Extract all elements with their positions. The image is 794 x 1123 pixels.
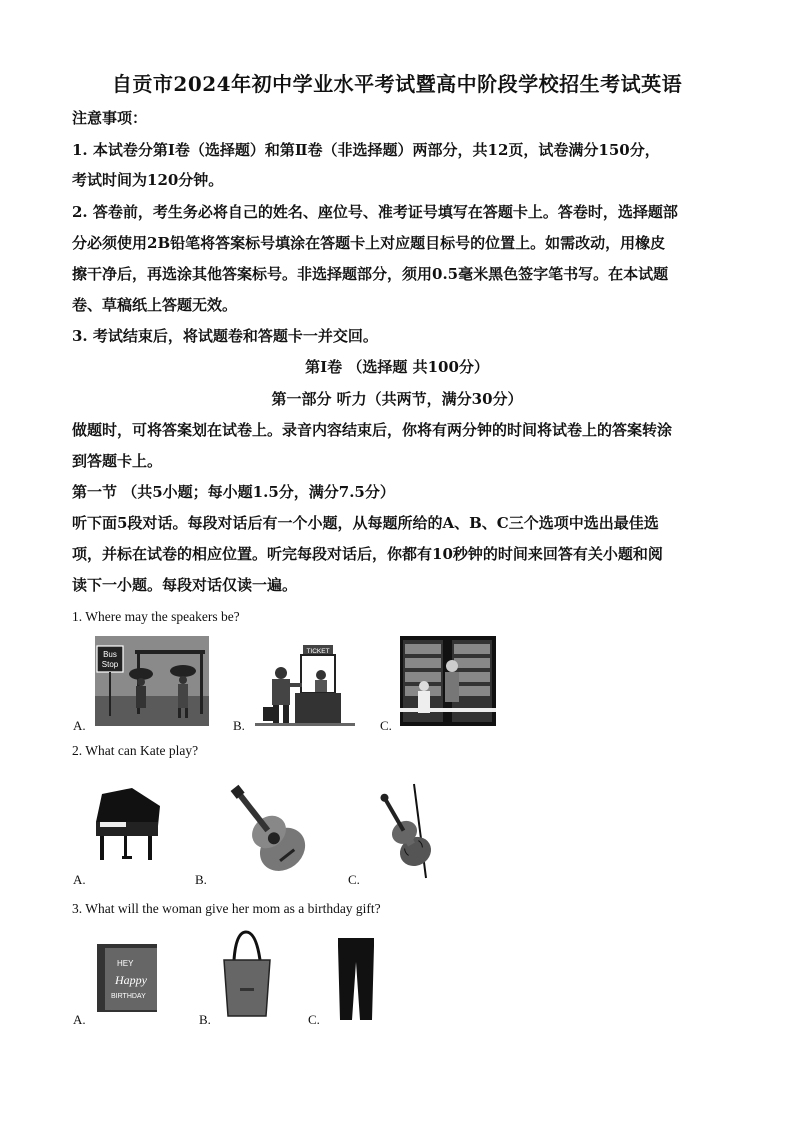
note-line: 3. 考试结束后，将试题卷和答题卡一并交回。 xyxy=(72,327,378,345)
ticket-office-image xyxy=(255,641,355,727)
section-title: 第Ⅰ卷 （选择题 共100分） xyxy=(305,358,489,376)
note-line: 1. 本试卷分第Ⅰ卷（选择题）和第Ⅱ卷（非选择题）两部分，共12页，试卷满分150分， xyxy=(72,141,660,159)
note-line: 2. 答卷前，考生务必将自己的姓名、座位号、准考证号填写在答题卡上。答卷时，选择题部 xyxy=(72,203,678,221)
part-title: 第一部分 听力（共两节，满分30分） xyxy=(271,390,523,408)
question-1-option-b: B. xyxy=(233,718,245,733)
question-3-option-c: C. xyxy=(308,1012,320,1027)
note-line: 考试时间为120分钟。 xyxy=(72,171,224,189)
library-image xyxy=(400,636,496,726)
piano-image xyxy=(92,786,164,864)
question-3-option-b: B. xyxy=(199,1012,211,1027)
guitar-image xyxy=(216,780,322,884)
card-text-happy: Happy xyxy=(115,973,147,987)
subsection-instruction-line: 项，并标在试卷的相应位置。听完每段对话后，你都有10秒钟的时间来回答有关小题和阅 xyxy=(72,545,663,563)
subsection-instruction-line: 读下一小题。每段对话仅读一遍。 xyxy=(72,576,298,594)
bus-sign-line-2: Stop xyxy=(101,660,119,669)
bus-stop-image xyxy=(95,636,209,726)
notes-heading: 注意事项： xyxy=(72,109,148,127)
note-line: 分必须使用2B铅笔将答案标号填涂在答题卡上对应题目标号的位置上。如需改动，用橡皮 xyxy=(72,234,666,252)
question-3-text: 3. What will the woman give her mom as a birthday gift? xyxy=(72,901,381,916)
exam-title: 自贡市2024年初中学业水平考试暨高中阶段学校招生考试英语 xyxy=(111,72,683,96)
question-3-option-a: A. xyxy=(73,1012,86,1027)
question-2-option-c: C. xyxy=(348,872,360,887)
part-instruction-line: 到答题卡上。 xyxy=(72,452,163,470)
card-text-birthday: BIRTHDAY xyxy=(111,993,146,1000)
note-line: 卷、草稿纸上答题无效。 xyxy=(72,296,238,314)
question-2-text: 2. What can Kate play? xyxy=(72,743,199,758)
subsection-title: 第一节 （共5小题；每小题1.5分，满分7.5分） xyxy=(72,483,395,501)
question-1-option-c: C. xyxy=(380,718,392,733)
ticket-sign-text: TICKET xyxy=(306,648,330,655)
card-text-hey: HEY xyxy=(117,959,134,968)
part-instruction-line: 做题时，可将答案划在试卷上。录音内容结束后，你将有两分钟的时间将试卷上的答案转涂 xyxy=(72,421,673,439)
question-1-text: 1. Where may the speakers be? xyxy=(72,609,240,624)
tote-bag-image xyxy=(222,930,272,1018)
trousers-image xyxy=(334,936,378,1022)
birthday-card-image xyxy=(95,942,161,1014)
bus-sign-line-1: Bus xyxy=(103,650,117,659)
subsection-instruction-line: 听下面5段对话。每段对话后有一个小题，从每题所给的A、B、C三个选项中选出最佳选 xyxy=(72,514,659,532)
note-line: 擦干净后，再选涂其他答案标号。非选择题部分，须用0.5毫米黑色签字笔书写。在本试题 xyxy=(72,265,669,283)
question-2-option-b: B. xyxy=(195,872,207,887)
violin-image xyxy=(364,780,448,880)
question-2-option-a: A. xyxy=(73,872,86,887)
question-1-option-a: A. xyxy=(73,718,86,733)
